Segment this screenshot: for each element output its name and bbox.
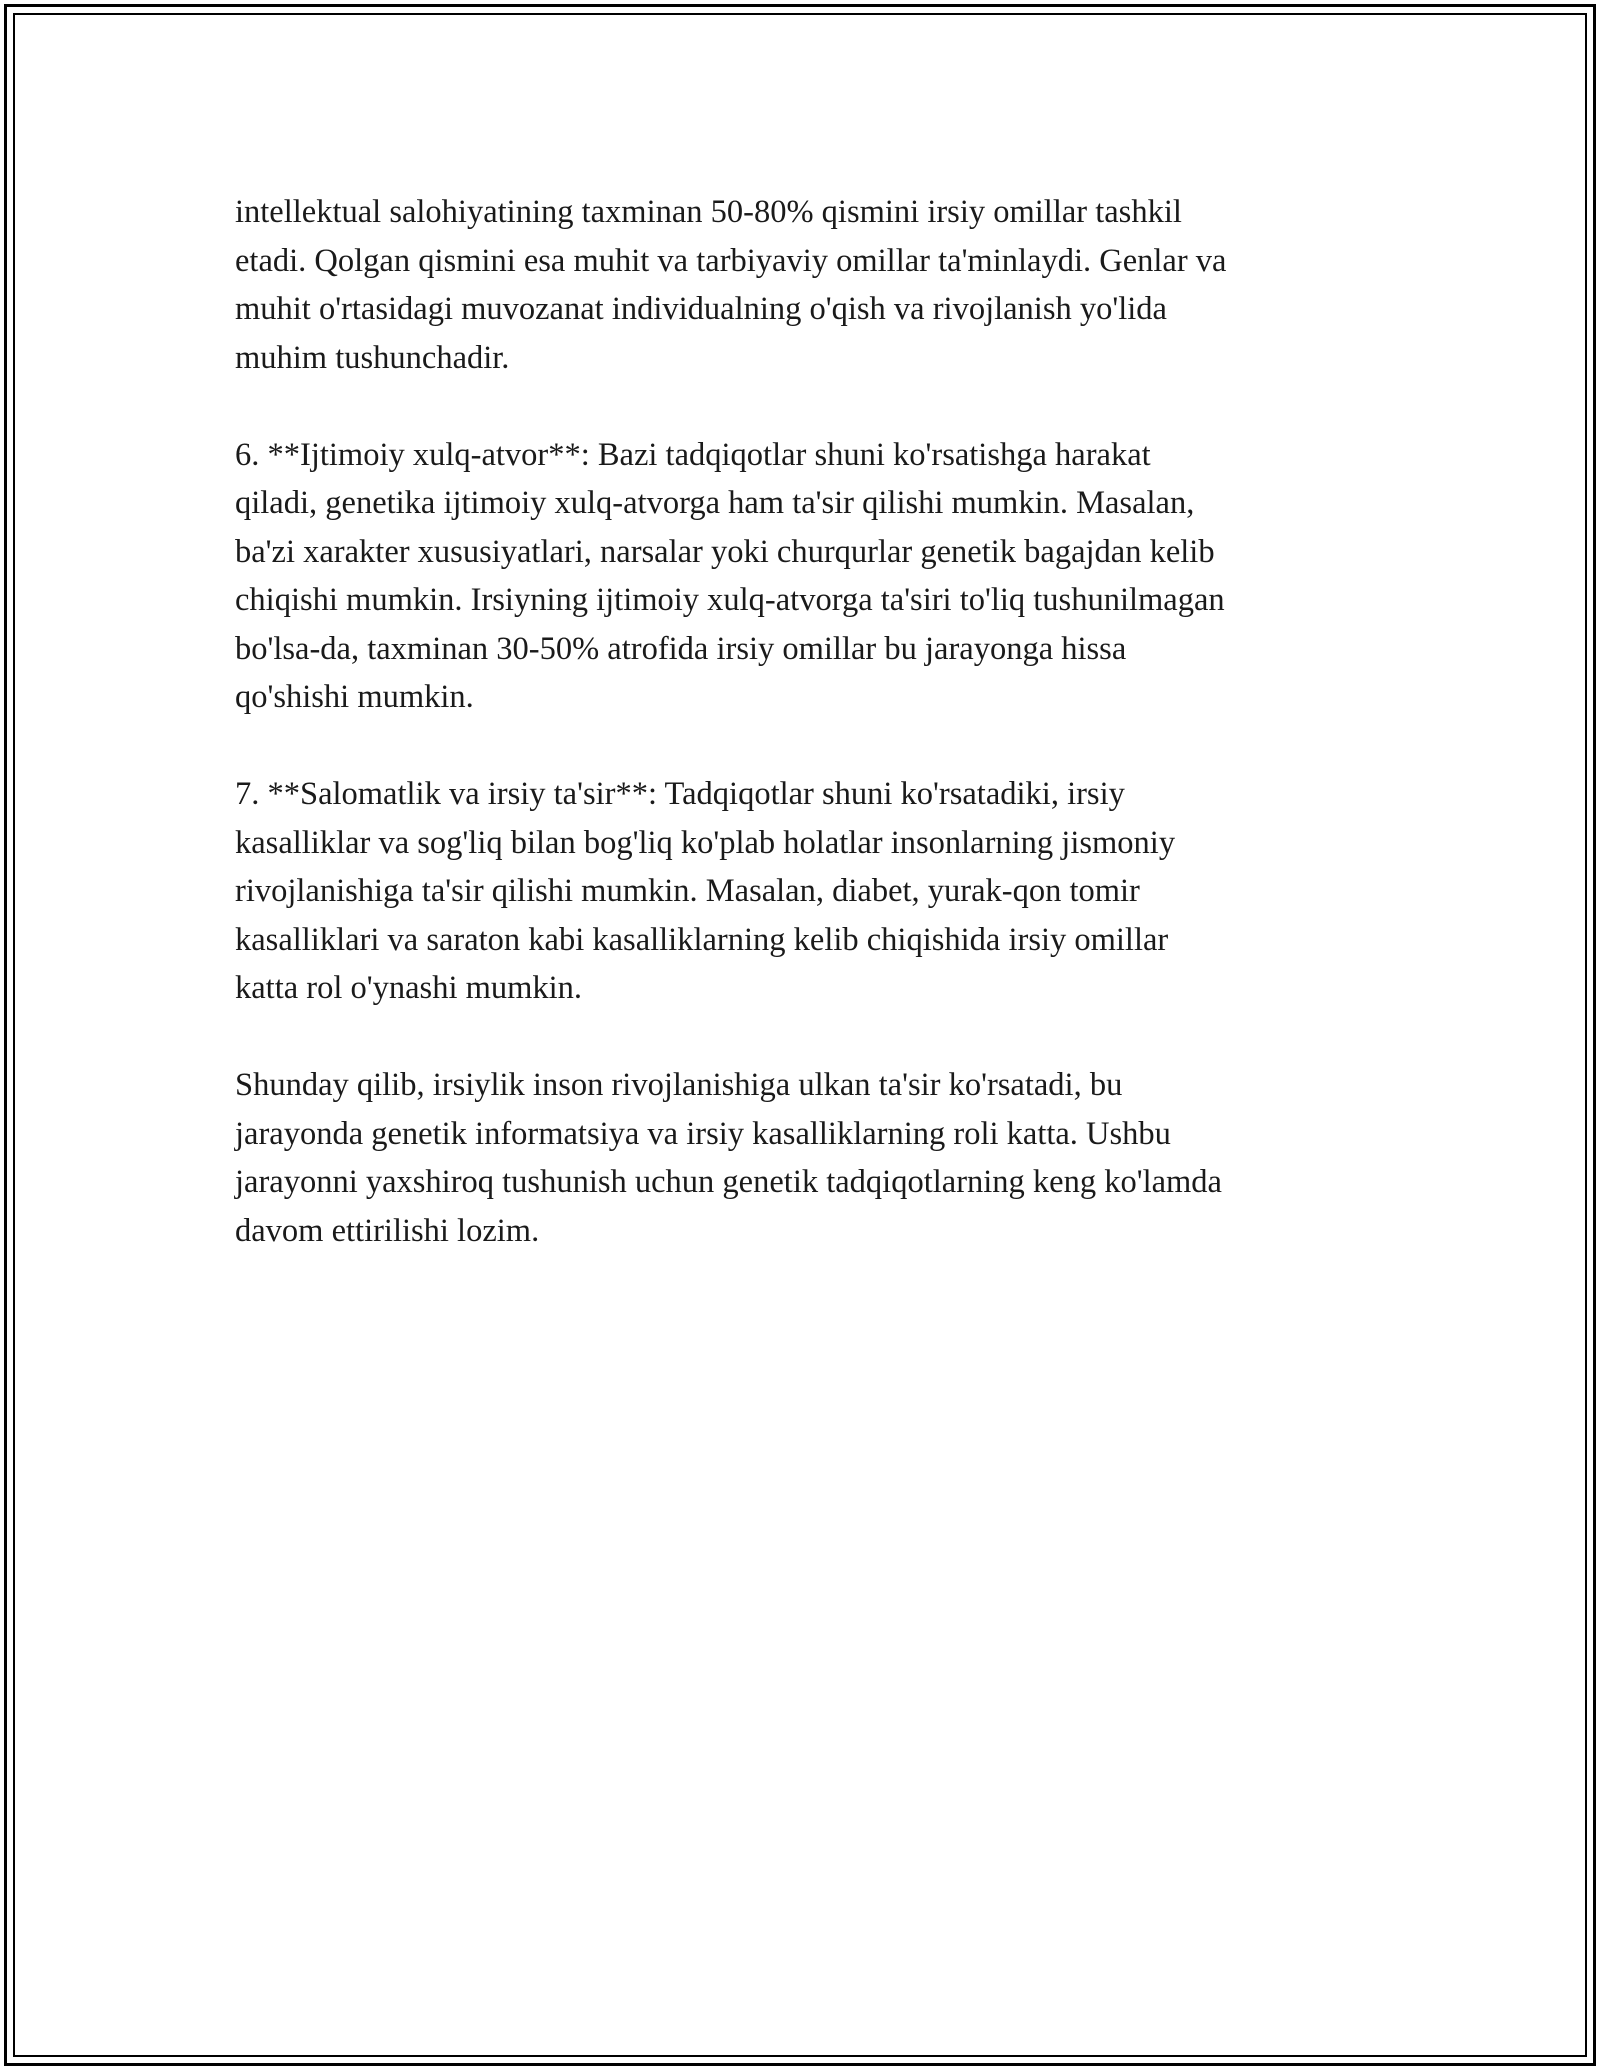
paragraph-intellect-continuation: intellektual salohiyatining taxminan 50-80% qismini irsiy omillar tashkil etadi. Qolgan qismini esa muhit va tarbiyaviy omillar ta'minlaydi. Genlar va muhit o'rtasidagi muvozanat individualning o'qish va rivojlanish yo'lida muhim tushunchadir.	[235, 194, 1227, 376]
paragraph-conclusion: Shunday qilib, irsiylik inson rivojlanishiga ulkan ta'sir ko'rsatadi, bu jarayonda genetik informatsiya va irsiy kasalliklarning roli katta. Ushbu jarayonni yaxshiroq tushunish uchun genetik tadqiqotlarning keng ko'lamda davom ettirilishi lozim.	[235, 1067, 1222, 1249]
paragraph-health-heredity: 7. **Salomatlik va irsiy ta'sir**: Tadqiqotlar shuni ko'rsatadiki, irsiy kasalliklar va sog'liq bilan bog'liq ko'plab holatlar insonlarning jismoniy rivojlanishiga ta'sir qilishi mumkin. Masalan, diabet, yurak-qon tomir kasalliklari va saraton kabi kasalliklarning kelib chiqishida irsiy omillar katta rol o'ynashi mumkin.	[235, 776, 1176, 1006]
document-body	[235, 188, 1370, 1304]
paragraph-social-behavior: 6. **Ijtimoiy xulq-atvor**: Bazi tadqiqotlar shuni ko'rsatishga harakat qiladi, genetika ijtimoiy xulq-atvorga ham ta'sir qilishi mumkin. Masalan, ba'zi xarakter xususiyatlari, narsalar yoki churqurlar genetik bagajdan kelib chiqishi mumkin. Irsiyning ijtimoiy xulq-atvorga ta'siri to'liq tushunilmagan bo'lsa-da, taxminan 30-50% atrofida irsiy omillar bu jarayonga hissa qo'shishi mumkin.	[235, 436, 1225, 715]
